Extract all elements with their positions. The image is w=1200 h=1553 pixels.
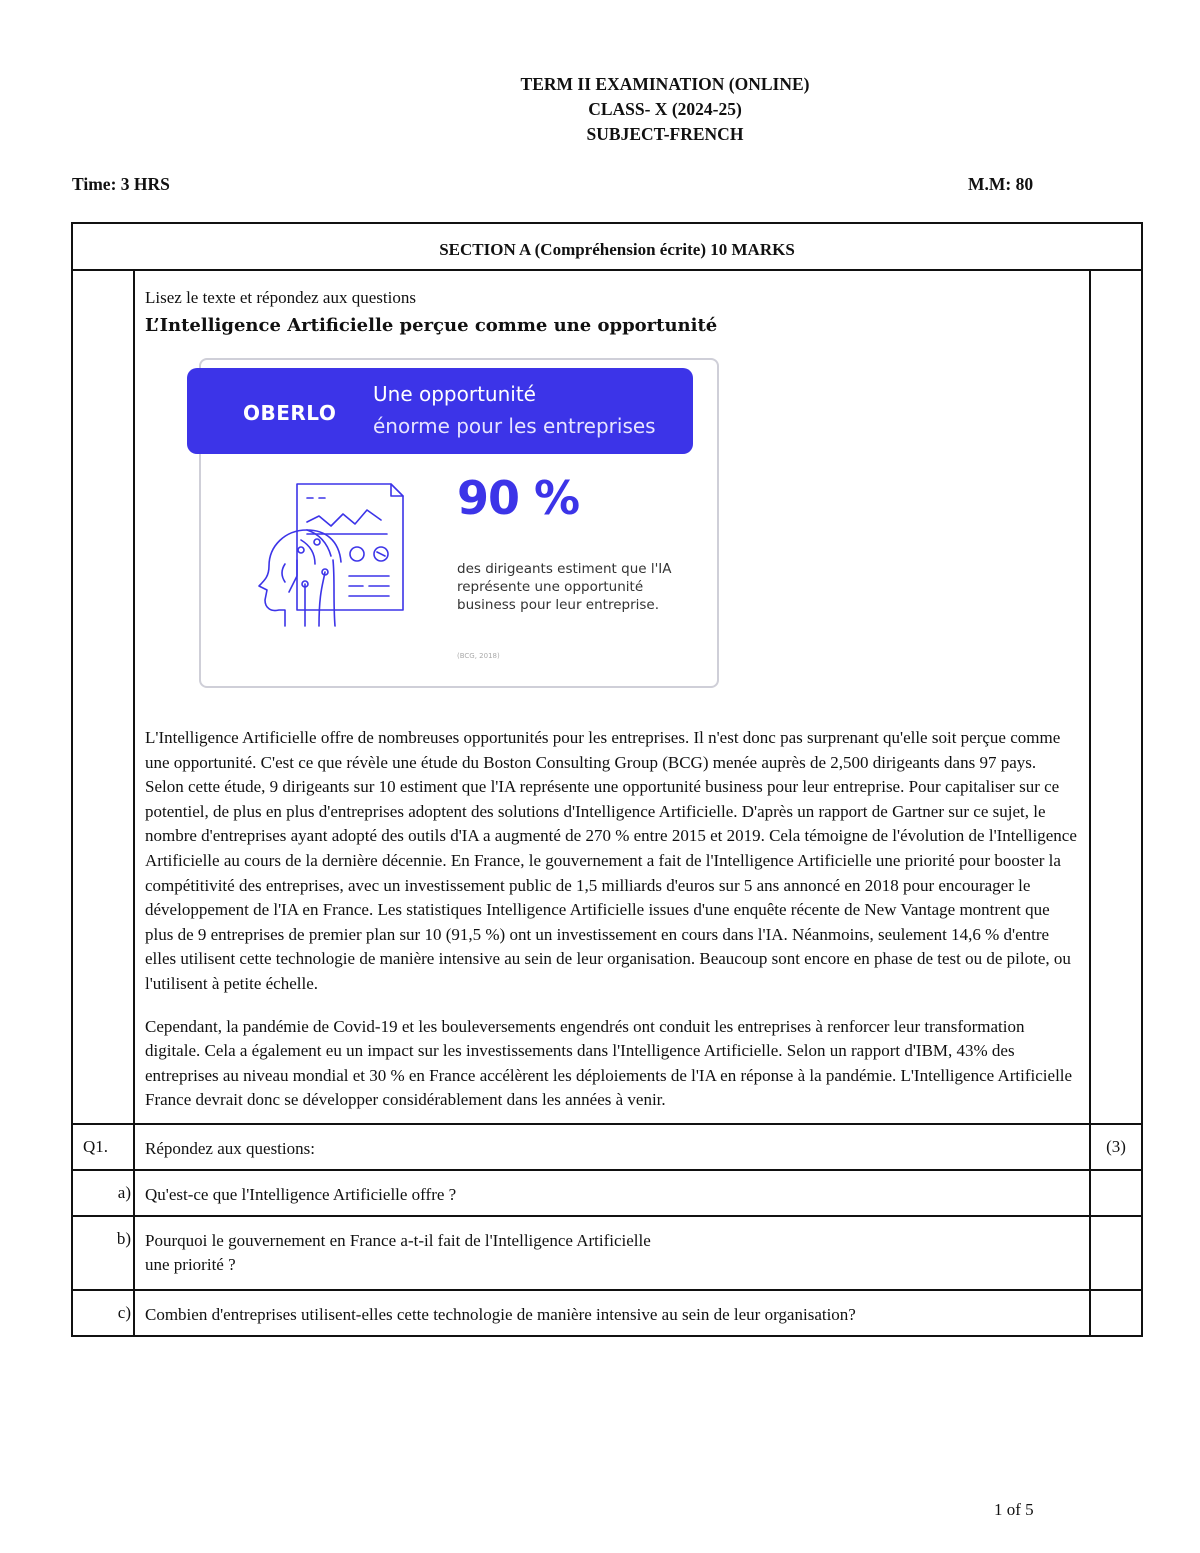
question-marks: (3) xyxy=(1090,1124,1142,1170)
subquestion-text: Combien d'entreprises utilisent-elles cette technologie de manière intensive au sein de leur organisation? xyxy=(134,1290,1090,1336)
subquestion-marks-cell xyxy=(1090,1290,1142,1336)
infographic-banner xyxy=(187,368,693,454)
stat-description: des dirigeants estiment que l'IA représente une opportunité business pour leur entreprise. xyxy=(457,561,672,613)
passage-paragraph-1: L'Intelligence Artificielle offre de nombreuses opportunités pour les entreprises. Il n'est donc pas surprenant qu'elle soit perçue comme une opportunité. C'est ce que révèle une étude du Boston Consulting Group (BCG) menée auprès de 2,500 dirigeants dans 97 pays. Selon cette étude, 9 dirigeants sur 10 estiment que l'IA représente une opportunité business pour leur entreprise. Pour capitaliser sur ce potentiel, de plus en plus d'entreprises adoptent des solutions d'Intelligence Artificielle. D'après un rapport de Gartner sur ce sujet, le nombre d'entreprises ayant adopté des outils d'IA a augmenté de 270 % entre 2015 et 2019. Cela témoigne de l'évolution de l'Intelligence Artificielle au cours de la dernière décennie. En France, le gouvernement a fait de l'Intelligence Artificielle une priorité pour booster la compétitivité des entreprises, avec un investissement public de 1,5 milliards d'euros sur 5 ans annoncé en 2018 pour encourager le développement de l'IA en France. Les statistiques Intelligence Artificielle issues d'une enquête récente de New Vantage montrent que plus de 9 entreprises de premier plan sur 10 (91,5 %) ont un investissement en cours dans l'IA. Néanmoins, seulement 14,6 % d'entre elles utilisent cette technologie de manière intensive au sein de leur organisation. Beaucoup sont encore en phase de test ou de pilote, ou l'utilisent à petite échelle. xyxy=(145,728,1077,993)
exam-table xyxy=(71,222,1143,1337)
instruction-text: Lisez le texte et répondez aux questions xyxy=(145,288,416,307)
subquestion-text-line-1: Pourquoi le gouvernement en France a-t-il fait de l'Intelligence Artificielle xyxy=(145,1230,651,1250)
passage-number-cell xyxy=(72,270,134,1124)
subquestion-row xyxy=(72,1216,1142,1290)
passage-paragraph-2: Cependant, la pandémie de Covid-19 et les bouleversements engendrés ont conduit les entreprises à renforcer leur transformation digitale. Cela a également eu un impact sur les investissements dans l'Intelligence Artificielle. Selon un rapport d'IBM, 43% des entreprises au niveau mondial et 30 % en France accélèrent les déploiements de l'IA en réponse à la pandémie. L'Intelligence Artificielle France devrait donc se développer considérablement dans les années à venir. xyxy=(145,1016,1073,1110)
passage-title: L’Intelligence Artificielle perçue comme une opportunité xyxy=(145,315,718,336)
banner-line-1: Une opportunité xyxy=(373,382,536,406)
page-number: 1 of 5 xyxy=(994,1500,1034,1519)
subquestion-row xyxy=(72,1170,1142,1216)
subquestion-letter: c) xyxy=(72,1290,134,1336)
passage-row xyxy=(72,270,1142,1124)
section-heading-row xyxy=(72,223,1142,270)
infographic xyxy=(199,358,719,688)
exam-header xyxy=(0,72,1200,147)
stat-source: (BCG, 2018) xyxy=(457,652,500,660)
exam-title: TERM II EXAMINATION (ONLINE) xyxy=(520,74,810,94)
class-line: CLASS- X (2024-25) xyxy=(588,99,742,119)
subquestion-text-line-2: une priorité ? xyxy=(145,1254,236,1274)
section-heading: SECTION A (Compréhension écrite) 10 MARKS xyxy=(72,223,1142,270)
time-allowed: Time: 3 HRS xyxy=(72,174,170,194)
subquestion-letter: b) xyxy=(72,1216,134,1290)
max-marks: M.M: 80 xyxy=(968,174,1034,194)
passage-marks-cell xyxy=(1090,270,1142,1124)
question-prompt: Répondez aux questions: xyxy=(134,1124,1090,1170)
subquestion-text xyxy=(134,1216,1090,1290)
passage-cell xyxy=(134,270,1090,1124)
subquestion-text: Qu'est-ce que l'Intelligence Artificielle offre ? xyxy=(134,1170,1090,1216)
stat-percentage: 90 % xyxy=(457,471,580,525)
subquestion-marks-cell xyxy=(1090,1216,1142,1290)
subject-line: SUBJECT-FRENCH xyxy=(586,124,744,144)
oberlo-logo: OBERLO xyxy=(243,401,337,425)
banner-line-2: énorme pour les entreprises xyxy=(373,414,656,438)
subquestion-marks-cell xyxy=(1090,1170,1142,1216)
subquestion-row xyxy=(72,1290,1142,1336)
subquestion-letter: a) xyxy=(72,1170,134,1216)
ai-head-document-icon xyxy=(241,480,411,630)
question-number: Q1. xyxy=(72,1124,134,1170)
question-row xyxy=(72,1124,1142,1170)
